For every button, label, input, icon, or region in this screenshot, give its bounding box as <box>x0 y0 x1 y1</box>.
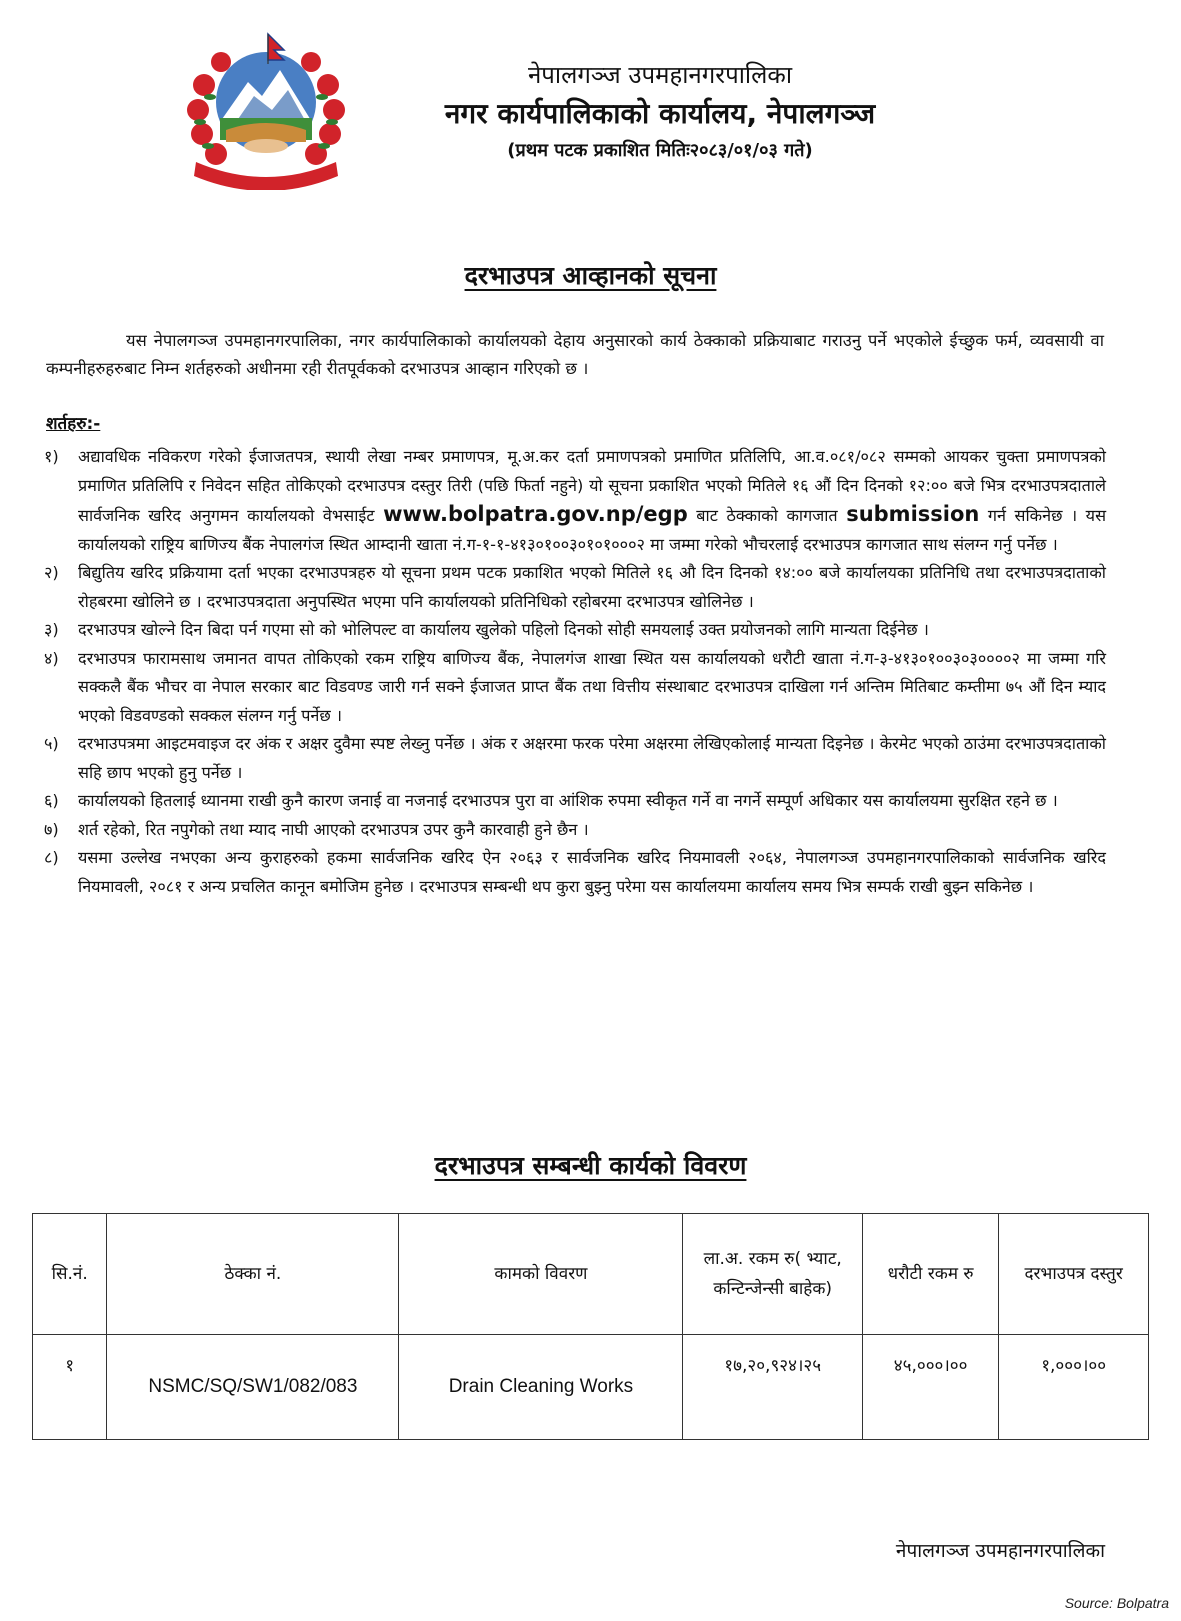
conditions-heading: शर्तहरु:- <box>46 414 101 434</box>
table-header-row <box>33 1214 1149 1335</box>
submission-term: submission <box>846 502 980 526</box>
organization-name: नेपालगञ्ज उपमहानगरपालिका <box>527 61 793 89</box>
condition-item <box>36 787 1106 816</box>
nepal-government-emblem-icon <box>176 30 356 190</box>
condition-text: अद्यावधिक नविकरण गरेको ईजाजतपत्र, स्थायी लेखा नम्बर प्रमाणपत्र, मू.अ.कर दर्ता प्रमाणपत्रको प्रमाणित प्रतिलिपि, आ.व.०८१/०८२ सम्मको आयकर चुक्ता प्रमाणपत्रको प्रमाणित प्रतिलिपि र निवेदन सहित तोकिएको दरभाउपत्र दस्तुर तिरी (पछि फिर्ता नहुने) यो सूचना प्रकाशित भएको मितिले १६ औं दिन दिनको १२:०० बजे भित्र दरभाउपत्रदाताले सार्वजनिक खरिद अनुगमन कार्यालयको वेभसाईट <box>78 447 1106 525</box>
letterhead <box>380 58 940 166</box>
condition-number: १) <box>44 447 59 466</box>
condition-item <box>36 730 1106 787</box>
condition-item <box>36 844 1106 901</box>
column-header: सि.नं. <box>33 1214 107 1335</box>
condition-text: दरभाउपत्र फारामसाथ जमानत वापत तोकिएको रकम राष्ट्रिय बाणिज्य बैंक, नेपालगंज शाखा स्थित यस कार्यालयको धरौटी खाता नं.ग-३-४१३०१००३०३००००२ मा जम्मा गरि सक्कलै बैंक भौचर वा नेपाल सरकार बाट विडवण्ड जारी गर्न सक्ने ईजाजत प्राप्त बैंक तथा वित्तीय संस्थाबाट दरभाउपत्र दाखिला गर्न अन्तिम मितिबाट कम्तीमा ७५ औं दिन म्याद भएको विडवण्डको सक्कल संलग्न गर्नु पर्नेछ । <box>78 648 1106 725</box>
column-header: ला.अ. रकम रु( भ्याट, कन्टिन्जेन्सी बाहेक) <box>683 1214 863 1335</box>
condition-item <box>36 443 1106 559</box>
condition-number: २) <box>44 563 59 582</box>
condition-text: कार्यालयको हितलाई ध्यानमा राखी कुनै कारण जनाई वा नजनाई दरभाउपत्र पुरा वा आंशिक रुपमा स्वीकृत गर्ने वा नगर्ने सम्पूर्ण अधिकार यस कार्यालयमा सुरक्षित रहने छ । <box>78 791 1058 810</box>
source-credit: Source: Bolpatra <box>1064 1595 1169 1611</box>
notice-intro: यस नेपालगञ्ज उपमहानगरपालिका, नगर कार्यपालिकाको कार्यालयको देहाय अनुसारको कार्य ठेक्काको प्रक्रियाबाट गराउनु पर्ने भएकोले ईच्छुक फर्म, व्यवसायी वा कम्पनीहरुहरुबाट निम्न शर्तहरुको अधीनमा रही रीतपूर्वकको दरभाउपत्र आव्हान गरिएको छ । <box>46 331 1104 378</box>
table-cell: ४५,०००।०० <box>863 1335 999 1440</box>
condition-item <box>36 645 1106 731</box>
condition-item <box>36 816 1106 845</box>
condition-text: दरभाउपत्र खोल्ने दिन बिदा पर्न गएमा सो को भोलिपल्ट वा कार्यालय खुलेको पहिलो दिनको सोही समयलाई उक्त प्रयोजनको लागि मान्यता दिईनेछ । <box>78 620 929 639</box>
column-header: दरभाउपत्र दस्तुर <box>999 1214 1149 1335</box>
table-cell: १७,२०,९२४।२५ <box>683 1335 863 1440</box>
condition-item <box>36 559 1106 616</box>
condition-number: ७) <box>44 819 59 839</box>
table-cell: १ <box>33 1335 107 1440</box>
works-table-title <box>0 1148 1181 1182</box>
condition-text: यसमा उल्लेख नभएका अन्य कुराहरुको हकमा सार्वजनिक खरिद ऐन २०६३ र सार्वजनिक खरिद नियमावली २०६४, नेपालगञ्ज उपमहानगरपालिकाको सार्वजनिक खरिद नियमावली, २०८१ र अन्य प्रचलित कानून बमोजिम हुनेछ । दरभाउपत्र सम्बन्धी थप कुरा बुझ्नु परेमा यस कार्यालयमा कार्यालय समय भित्र सम्पर्क राखी बुझ्न सकिनेछ । <box>78 848 1106 896</box>
condition-item <box>36 616 1106 645</box>
table-cell: NSMC/SQ/SW1/082/083 <box>107 1335 399 1440</box>
condition-number: ३) <box>44 620 59 639</box>
conditions-list <box>36 443 1106 901</box>
office-name: नगर कार्यपालिकाको कार्यालय, नेपालगञ्ज <box>444 97 876 130</box>
table-cell: १,०००।०० <box>999 1335 1149 1440</box>
publication-date: (प्रथम पटक प्रकाशित मितिः२०८३/०१/०३ गते) <box>507 140 813 161</box>
works-table <box>32 1213 1149 1440</box>
works-table-title-text: दरभाउपत्र सम्बन्धी कार्यको विवरण <box>434 1151 747 1180</box>
notice-title-text: दरभाउपत्र आव्हानको सूचना <box>464 261 717 290</box>
condition-number: ५) <box>44 734 59 753</box>
condition-number: ६) <box>44 791 59 810</box>
column-header: कामको विवरण <box>399 1214 683 1335</box>
condition-text: बिद्युतिय खरिद प्रक्रियामा दर्ता भएका दरभाउपत्रहरु यो सूचना प्रथम पटक प्रकाशित भएको मितिले १६ औ दिन दिनको १४:०० बजे कार्यालयका प्रतिनिधि तथा दरभाउपत्रदाताको रोहबरमा खोलिने छ । दरभाउपत्रदाता अनुपस्थित भएमा पनि कार्यालयको प्रतिनिधिको रहोबरमा दरभाउपत्र खोलिनेछ । <box>78 563 1106 611</box>
table-cell: Drain Cleaning Works <box>399 1335 683 1440</box>
notice-title <box>0 258 1181 292</box>
column-header: धरौटी रकम रु <box>863 1214 999 1335</box>
condition-text: शर्त रहेको, रित नपुगेको तथा म्याद नाघी आएको दरभाउपत्र उपर कुनै कारवाही हुने छैन । <box>78 819 589 839</box>
condition-text: दरभाउपत्रमा आइटमवाइज दर अंक र अक्षर दुवैमा स्पष्ट लेख्नु पर्नेछ । अंक र अक्षरमा फरक परेमा अक्षरमा लेखिएकोलाई मान्यता दिइनेछ । केरमेट भएको ठाउंमा दरभाउपत्रदाताको सहि छाप भएको हुनु पर्नेछ । <box>78 734 1106 782</box>
condition-text: गर्न सकिनेछ । यस कार्यालयको राष्ट्रिय बाणिज्य बैंक नेपालगंज स्थित आम्दानी खाता नं.ग-१-१-४१३०१००३०१०१०००२ मा जम्मा गरेको भौचरलाई दरभाउपत्र कागजात साथ संलग्न गर्नु पर्नेछ । <box>78 506 1107 554</box>
signatory: नेपालगञ्ज उपमहानगरपालिका <box>895 1540 1105 1562</box>
condition-text: बाट ठेक्काको कागजात <box>696 506 838 525</box>
table-row <box>33 1335 1149 1440</box>
condition-number: ८) <box>44 848 59 867</box>
column-header: ठेक्का नं. <box>107 1214 399 1335</box>
website-link[interactable]: www.bolpatra.gov.np/egp <box>383 502 688 526</box>
condition-number: ४) <box>44 648 59 668</box>
